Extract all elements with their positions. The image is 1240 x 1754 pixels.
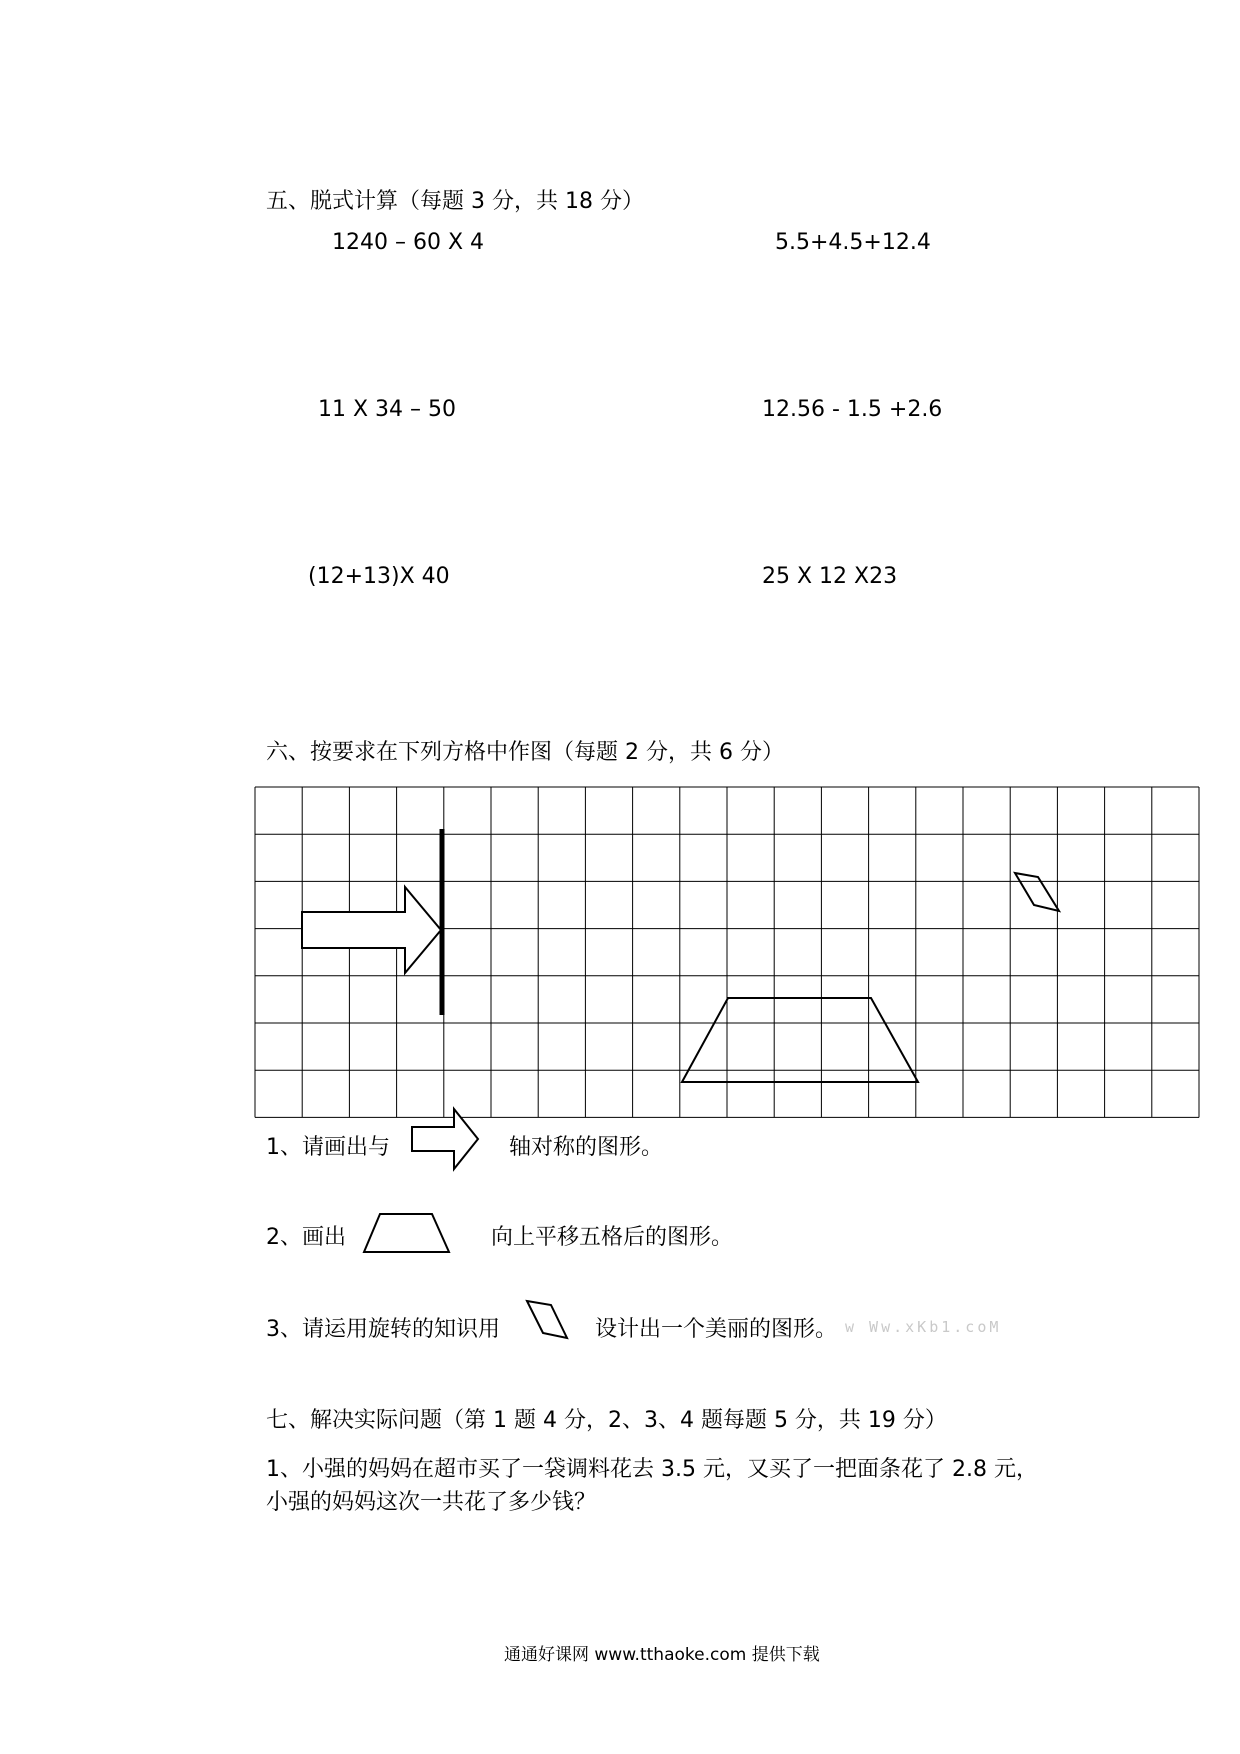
- rhombus-icon: [524, 1298, 570, 1342]
- q3-text-after: 设计出一个美丽的图形。: [595, 1317, 838, 1342]
- arrow-icon: [410, 1107, 482, 1171]
- expression-3: 11 X 34 – 50: [318, 397, 457, 422]
- q2-text-before: 2、画出: [266, 1225, 346, 1250]
- footer-text: 通通好课网 www.tthaoke.com 提供下载: [504, 1645, 820, 1665]
- problem-1-line-2: 小强的妈妈这次一共花了多少钱？: [266, 1490, 597, 1515]
- expression-1: 1240 – 60 X 4: [332, 230, 485, 255]
- watermark-text: w Ww.xKb1.coM: [845, 1318, 1002, 1336]
- rhombus-shape: [1015, 873, 1059, 911]
- q2-text-after: 向上平移五格后的图形。: [491, 1225, 734, 1250]
- arrow-shape: [302, 887, 441, 973]
- expression-4: 12.56 - 1.5 +2.6: [762, 397, 943, 422]
- section-6-heading: 六、按要求在下列方格中作图（每题 2 分，共 6 分）: [266, 740, 784, 765]
- expression-2: 5.5+4.5+12.4: [775, 230, 931, 255]
- grid-lines: [255, 787, 1199, 1117]
- expression-5: (12+13)X 40: [308, 564, 450, 589]
- trapezoid-icon: [362, 1212, 454, 1254]
- q1-text-before: 1、请画出与: [266, 1135, 390, 1160]
- trapezoid-shape: [682, 998, 918, 1082]
- section-7-heading: 七、解决实际问题（第 1 题 4 分，2、3、4 题每题 5 分，共 19 分）: [266, 1408, 947, 1433]
- section-5-heading: 五、脱式计算（每题 3 分，共 18 分）: [266, 189, 644, 214]
- q3-text-before: 3、请运用旋转的知识用: [266, 1317, 500, 1342]
- drawing-grid: [255, 787, 1205, 1087]
- problem-1-line-1: 1、小强的妈妈在超市买了一袋调料花去 3.5 元，又买了一把面条花了 2.8 元，: [266, 1457, 1038, 1482]
- q1-text-after: 轴对称的图形。: [509, 1135, 664, 1160]
- expression-6: 25 X 12 X23: [762, 564, 898, 589]
